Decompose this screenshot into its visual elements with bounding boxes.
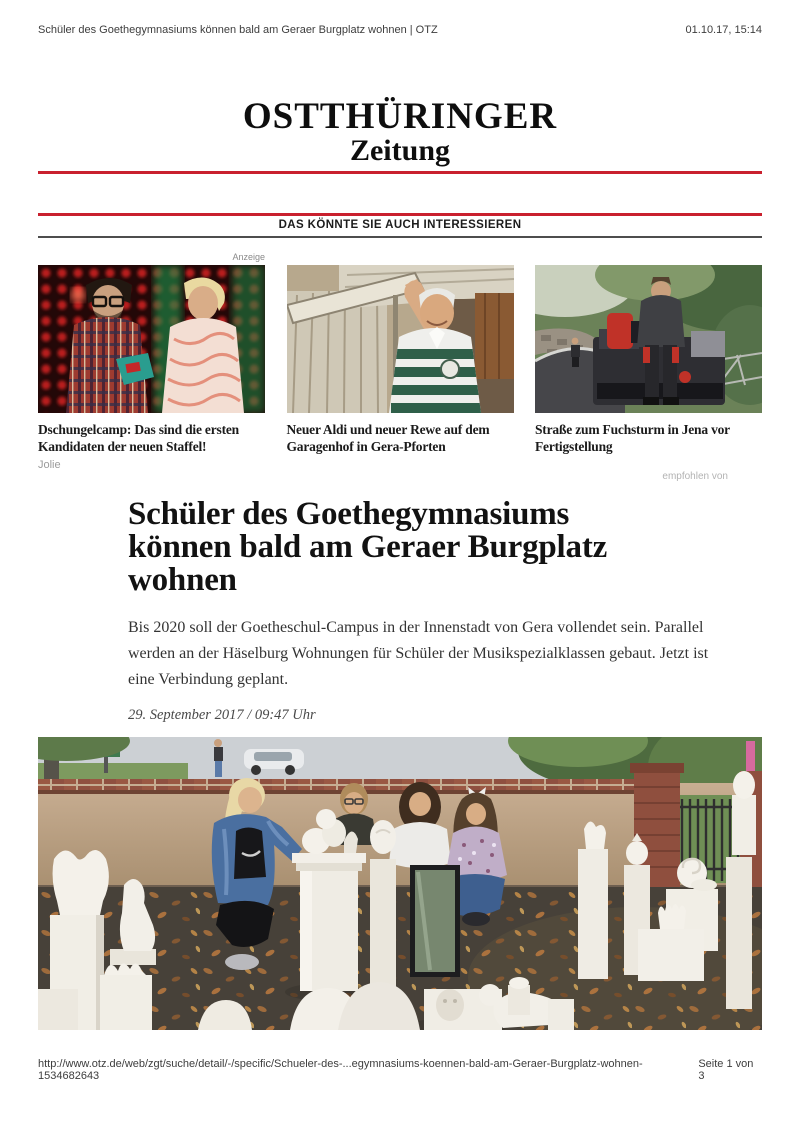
teaser-fuchsturm[interactable] bbox=[535, 265, 762, 471]
teaser-image-man-garage[interactable] bbox=[287, 265, 514, 413]
print-header bbox=[38, 24, 762, 36]
article-headline: Schüler des Goethegymnasiums können bald am Geraer Burgplatz wohnen bbox=[128, 496, 608, 598]
article-date: 29. September 2017 / 09:47 Uhr bbox=[128, 707, 316, 723]
teaser-source bbox=[535, 459, 762, 471]
article-photo-sculpture-garden bbox=[38, 737, 762, 1030]
logo-line-2: Zeitung bbox=[349, 134, 451, 167]
teaser-title[interactable]: Dschungelcamp: Das sind die ersten Kandidaten der neuen Staffel! bbox=[38, 422, 239, 454]
newspaper-logo[interactable] bbox=[0, 98, 800, 166]
related-articles-row bbox=[38, 252, 762, 471]
teaser-aldi-rewe[interactable] bbox=[287, 265, 514, 471]
recommended-by-label: empfohlen von bbox=[662, 471, 728, 482]
teaser-source bbox=[287, 459, 514, 471]
teaser-dschungelcamp[interactable] bbox=[38, 252, 265, 471]
divider-red-top bbox=[38, 171, 762, 174]
teaser-image-jungle-camp-hosts[interactable] bbox=[38, 265, 265, 413]
ad-label: Anzeige bbox=[232, 252, 265, 262]
print-footer bbox=[38, 1058, 762, 1082]
logo-line-1: OSTTHÜRINGER bbox=[242, 96, 558, 137]
teaser-title[interactable]: Straße zum Fuchsturm in Jena vor Fertigstellung bbox=[535, 422, 730, 454]
source-url: http://www.otz.de/web/zgt/suche/detail/-/specific/Schueler-des-...egymnasiums-koennen-bald-am-Geraer-Burgplatz-wohnen-1534682643 bbox=[38, 1058, 643, 1082]
sculpture-bust bbox=[370, 820, 396, 989]
article-body bbox=[128, 498, 738, 724]
teaser-image-road-paver[interactable] bbox=[535, 265, 762, 413]
article-lead: Bis 2020 soll der Goetheschul-Campus in der Innenstadt von Gera vollendet sein. Parallel werden an der Häselburg Wohnungen für Schüler der Musikspezialklassen gebaut. Jetzt ist eine Verbindung geplant. bbox=[128, 619, 709, 688]
mirror bbox=[410, 865, 460, 977]
divider-gray bbox=[38, 236, 762, 238]
divider-red-section bbox=[38, 213, 762, 216]
print-timestamp: 01.10.17, 15:14 bbox=[685, 24, 762, 36]
teaser-title[interactable]: Neuer Aldi und neuer Rewe auf dem Garagenhof in Gera-Pforten bbox=[286, 422, 490, 454]
page-indicator: Seite 1 von 3 bbox=[698, 1058, 754, 1082]
related-section-heading: DAS KÖNNTE SIE AUCH INTERESSIEREN bbox=[278, 219, 522, 231]
document-title: Schüler des Goethegymnasiums können bald am Geraer Burgplatz wohnen | OTZ bbox=[38, 24, 438, 36]
teaser-source: Jolie bbox=[38, 459, 61, 471]
